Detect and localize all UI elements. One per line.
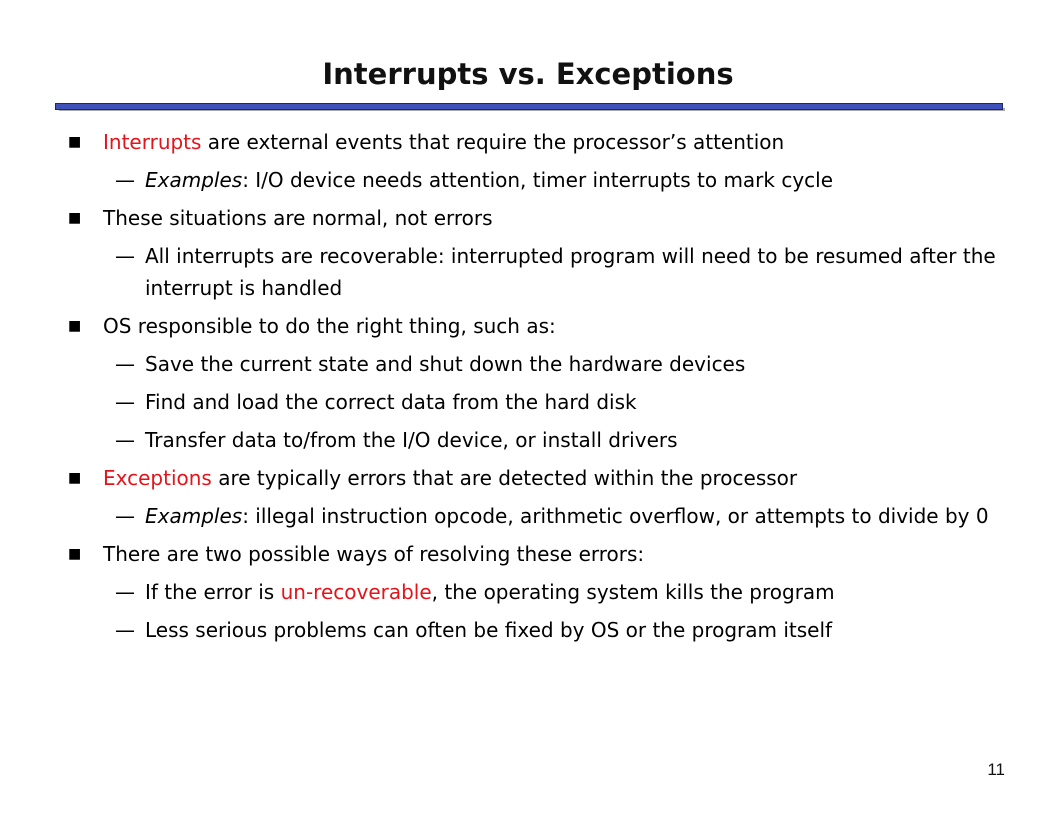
bullet-text: are external events that require the processor’s attention xyxy=(201,130,785,154)
dash-bullet-icon: — xyxy=(115,390,135,414)
sub-bullet-exception-examples xyxy=(68,500,1008,532)
sub-bullet-text: Find and load the correct data from the hard disk xyxy=(145,390,637,414)
dash-bullet-icon: — xyxy=(115,504,135,528)
sub-bullet-text: Transfer data to/from the I/O device, or install drivers xyxy=(145,428,678,452)
bullet-normal-situations xyxy=(68,202,1008,234)
dash-bullet-icon: — xyxy=(115,168,135,192)
dash-bullet-icon: — xyxy=(115,428,135,452)
sub-bullet-text: All interrupts are recoverable: interrupted program will need to be resumed after the interrupt is handled xyxy=(145,244,996,300)
sub-bullet-text-post: , the operating system kills the program xyxy=(431,580,835,604)
dash-bullet-icon: — xyxy=(115,352,135,376)
sub-bullet-save-state xyxy=(68,348,1008,380)
sub-bullet-less-serious xyxy=(68,614,1008,646)
bullet-text: These situations are normal, not errors xyxy=(103,206,493,230)
bullet-list xyxy=(68,126,1008,652)
bullet-os-responsible xyxy=(68,310,1008,342)
examples-label: Examples xyxy=(145,168,243,192)
sub-bullet-recoverable xyxy=(68,240,1008,304)
bullet-text: OS responsible to do the right thing, such as: xyxy=(103,314,556,338)
bullet-interrupts xyxy=(68,126,1008,158)
term-un-recoverable: un-recoverable xyxy=(280,580,432,604)
title-divider xyxy=(55,102,1005,112)
title-divider-bar xyxy=(55,103,1003,110)
dash-bullet-icon: — xyxy=(115,618,135,642)
sub-bullet-load-data xyxy=(68,386,1008,418)
sub-bullet-unrecoverable xyxy=(68,576,1008,608)
term-interrupts: Interrupts xyxy=(103,130,202,154)
sub-bullet-text: Save the current state and shut down the hardware devices xyxy=(145,352,746,376)
sub-bullet-transfer-data xyxy=(68,424,1008,456)
bullet-resolving-errors xyxy=(68,538,1008,570)
sub-bullet-text: : illegal instruction opcode, arithmetic overflow, or attempts to divide by 0 xyxy=(242,504,989,528)
term-exceptions: Exceptions xyxy=(103,466,212,490)
square-bullet-icon: ■ xyxy=(68,134,82,150)
bullet-text: There are two possible ways of resolving these errors: xyxy=(103,542,645,566)
sub-bullet-text: : I/O device needs attention, timer interrupts to mark cycle xyxy=(242,168,834,192)
dash-bullet-icon: — xyxy=(115,580,135,604)
sub-bullet-text: Less serious problems can often be fixed by OS or the program itself xyxy=(145,618,833,642)
page-number: 11 xyxy=(987,760,1005,779)
square-bullet-icon: ■ xyxy=(68,546,82,562)
square-bullet-icon: ■ xyxy=(68,210,82,226)
square-bullet-icon: ■ xyxy=(68,470,82,486)
sub-bullet-interrupt-examples xyxy=(68,164,1008,196)
dash-bullet-icon: — xyxy=(115,244,135,268)
slide-title: Interrupts vs. Exceptions xyxy=(322,57,734,91)
bullet-exceptions xyxy=(68,462,1008,494)
square-bullet-icon: ■ xyxy=(68,318,82,334)
bullet-text: are typically errors that are detected within the processor xyxy=(211,466,798,490)
sub-bullet-text-pre: If the error is xyxy=(145,580,281,604)
examples-label: Examples xyxy=(145,504,243,528)
